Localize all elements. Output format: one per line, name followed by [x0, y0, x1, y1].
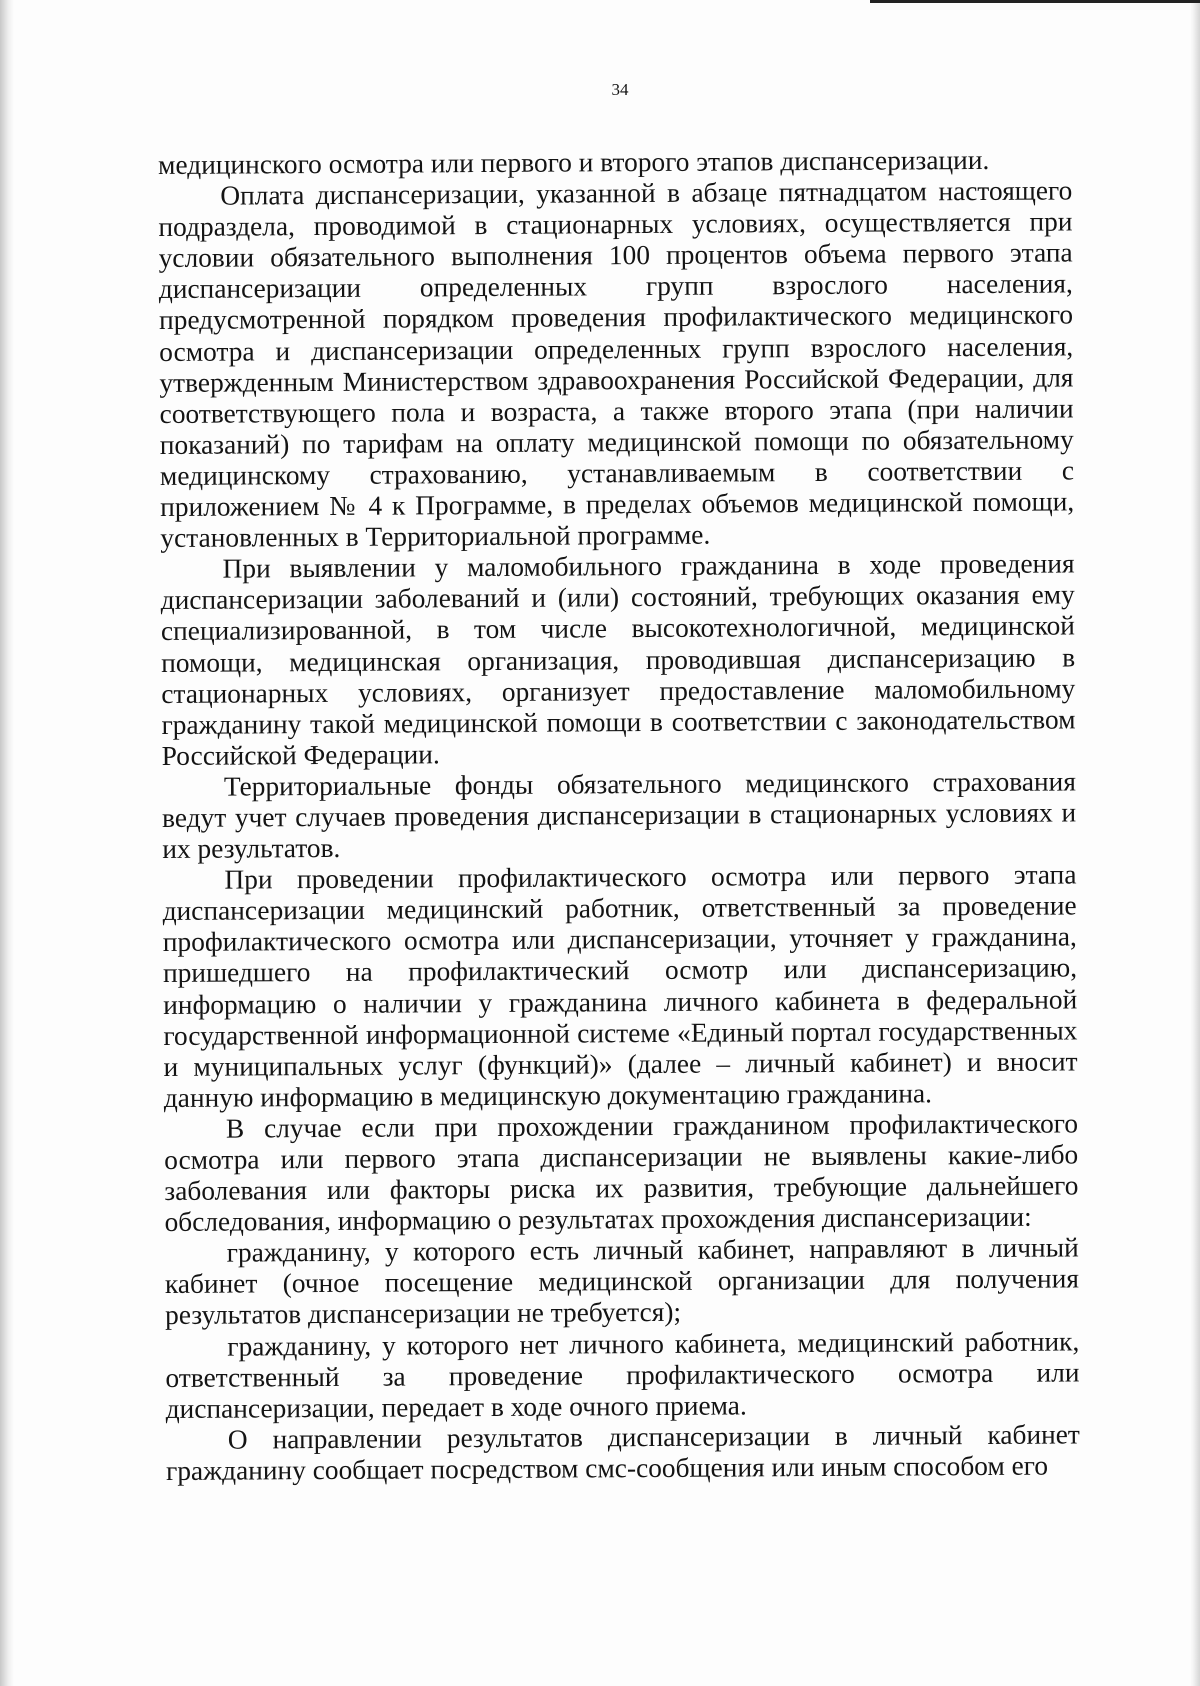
scan-edge-right	[1190, 0, 1200, 1686]
paragraph: О направлении результатов диспансеризации в личный кабинет гражданину сообщает посредством смс-сообщения или иным способом его	[165, 1419, 1080, 1486]
paragraph: При выявлении у маломобильного гражданина в ходе проведения диспансеризации заболеваний и (или) состояний, требующих оказания ему специализированной, в том числе высокотехнологичной, медицинской помощи, медицинская организация, проводившая диспансеризацию в стационарных условиях, организует предоставление маломобильному гражданину такой медицинской помощи в соответствии с законодательством Российской Федерации.	[160, 548, 1076, 771]
paragraph: В случае если при прохождении гражданином профилактического осмотра или первого этапа диспансеризации не выявлены какие-либо заболевания или факторы риска их развития, требующие дальнейшего обследования, информацию о результатах прохождения диспансеризации:	[164, 1108, 1079, 1238]
paragraph: Территориальные фонды обязательного медицинского страхования ведут учет случаев проведения диспансеризации в стационарных условиях и их результатов.	[161, 766, 1077, 865]
scan-edge-top	[870, 0, 1200, 3]
paragraph: гражданину, у которого нет личного кабинета, медицинский работник, ответственный за проведение профилактического осмотра или диспансеризации, передает в ходе очного приема.	[165, 1325, 1080, 1424]
paragraph-continuation: медицинского осмотра или первого и второго этапов диспансеризации.	[158, 144, 990, 180]
paragraph: При проведении профилактического осмотра или первого этапа диспансеризации медицинский работник, ответственный за проведение профилактического осмотра или диспансеризации, уточняет у гражданина, пришедшего на профилактический осмотр или диспансеризацию, информацию о наличии у гражданина личного кабинета в федеральной государственной информационной системе «Единый портал государственных и муниципальных услуг (функций)» (далее – личный кабинет) и вносит данную информацию в медицинскую документацию гражданина.	[162, 859, 1078, 1113]
body-text	[158, 144, 1080, 1487]
page-number: 34	[611, 80, 629, 99]
scan-edge-left	[0, 0, 14, 1686]
paragraph: Оплата диспансеризации, указанной в абзаце пятнадцатом настоящего подраздела, проводимой в стационарных условиях, осуществляется при условии обязательного выполнения 100 процентов объема первого этапа диспансеризации определенных групп взрослого населения, предусмотренной порядком проведения профилактического медицинского осмотра и диспансеризации определенных групп взрослого населения, утвержденным Министерством здравоохранения Российской Федерации, для соответствующего пола и возраста, а также второго этапа (при наличии показаний) по тарифам на оплату медицинской помощи по обязательному медицинскому страхованию, устанавливаемым в соответствии с приложением № 4 к Программе, в пределах объемов медицинской помощи, установленных в Территориальной программе.	[158, 175, 1075, 554]
paragraph: гражданину, у которого есть личный кабинет, направляют в личный кабинет (очное посещение медицинской организации для получения результатов диспансеризации не требуется);	[164, 1232, 1080, 1331]
